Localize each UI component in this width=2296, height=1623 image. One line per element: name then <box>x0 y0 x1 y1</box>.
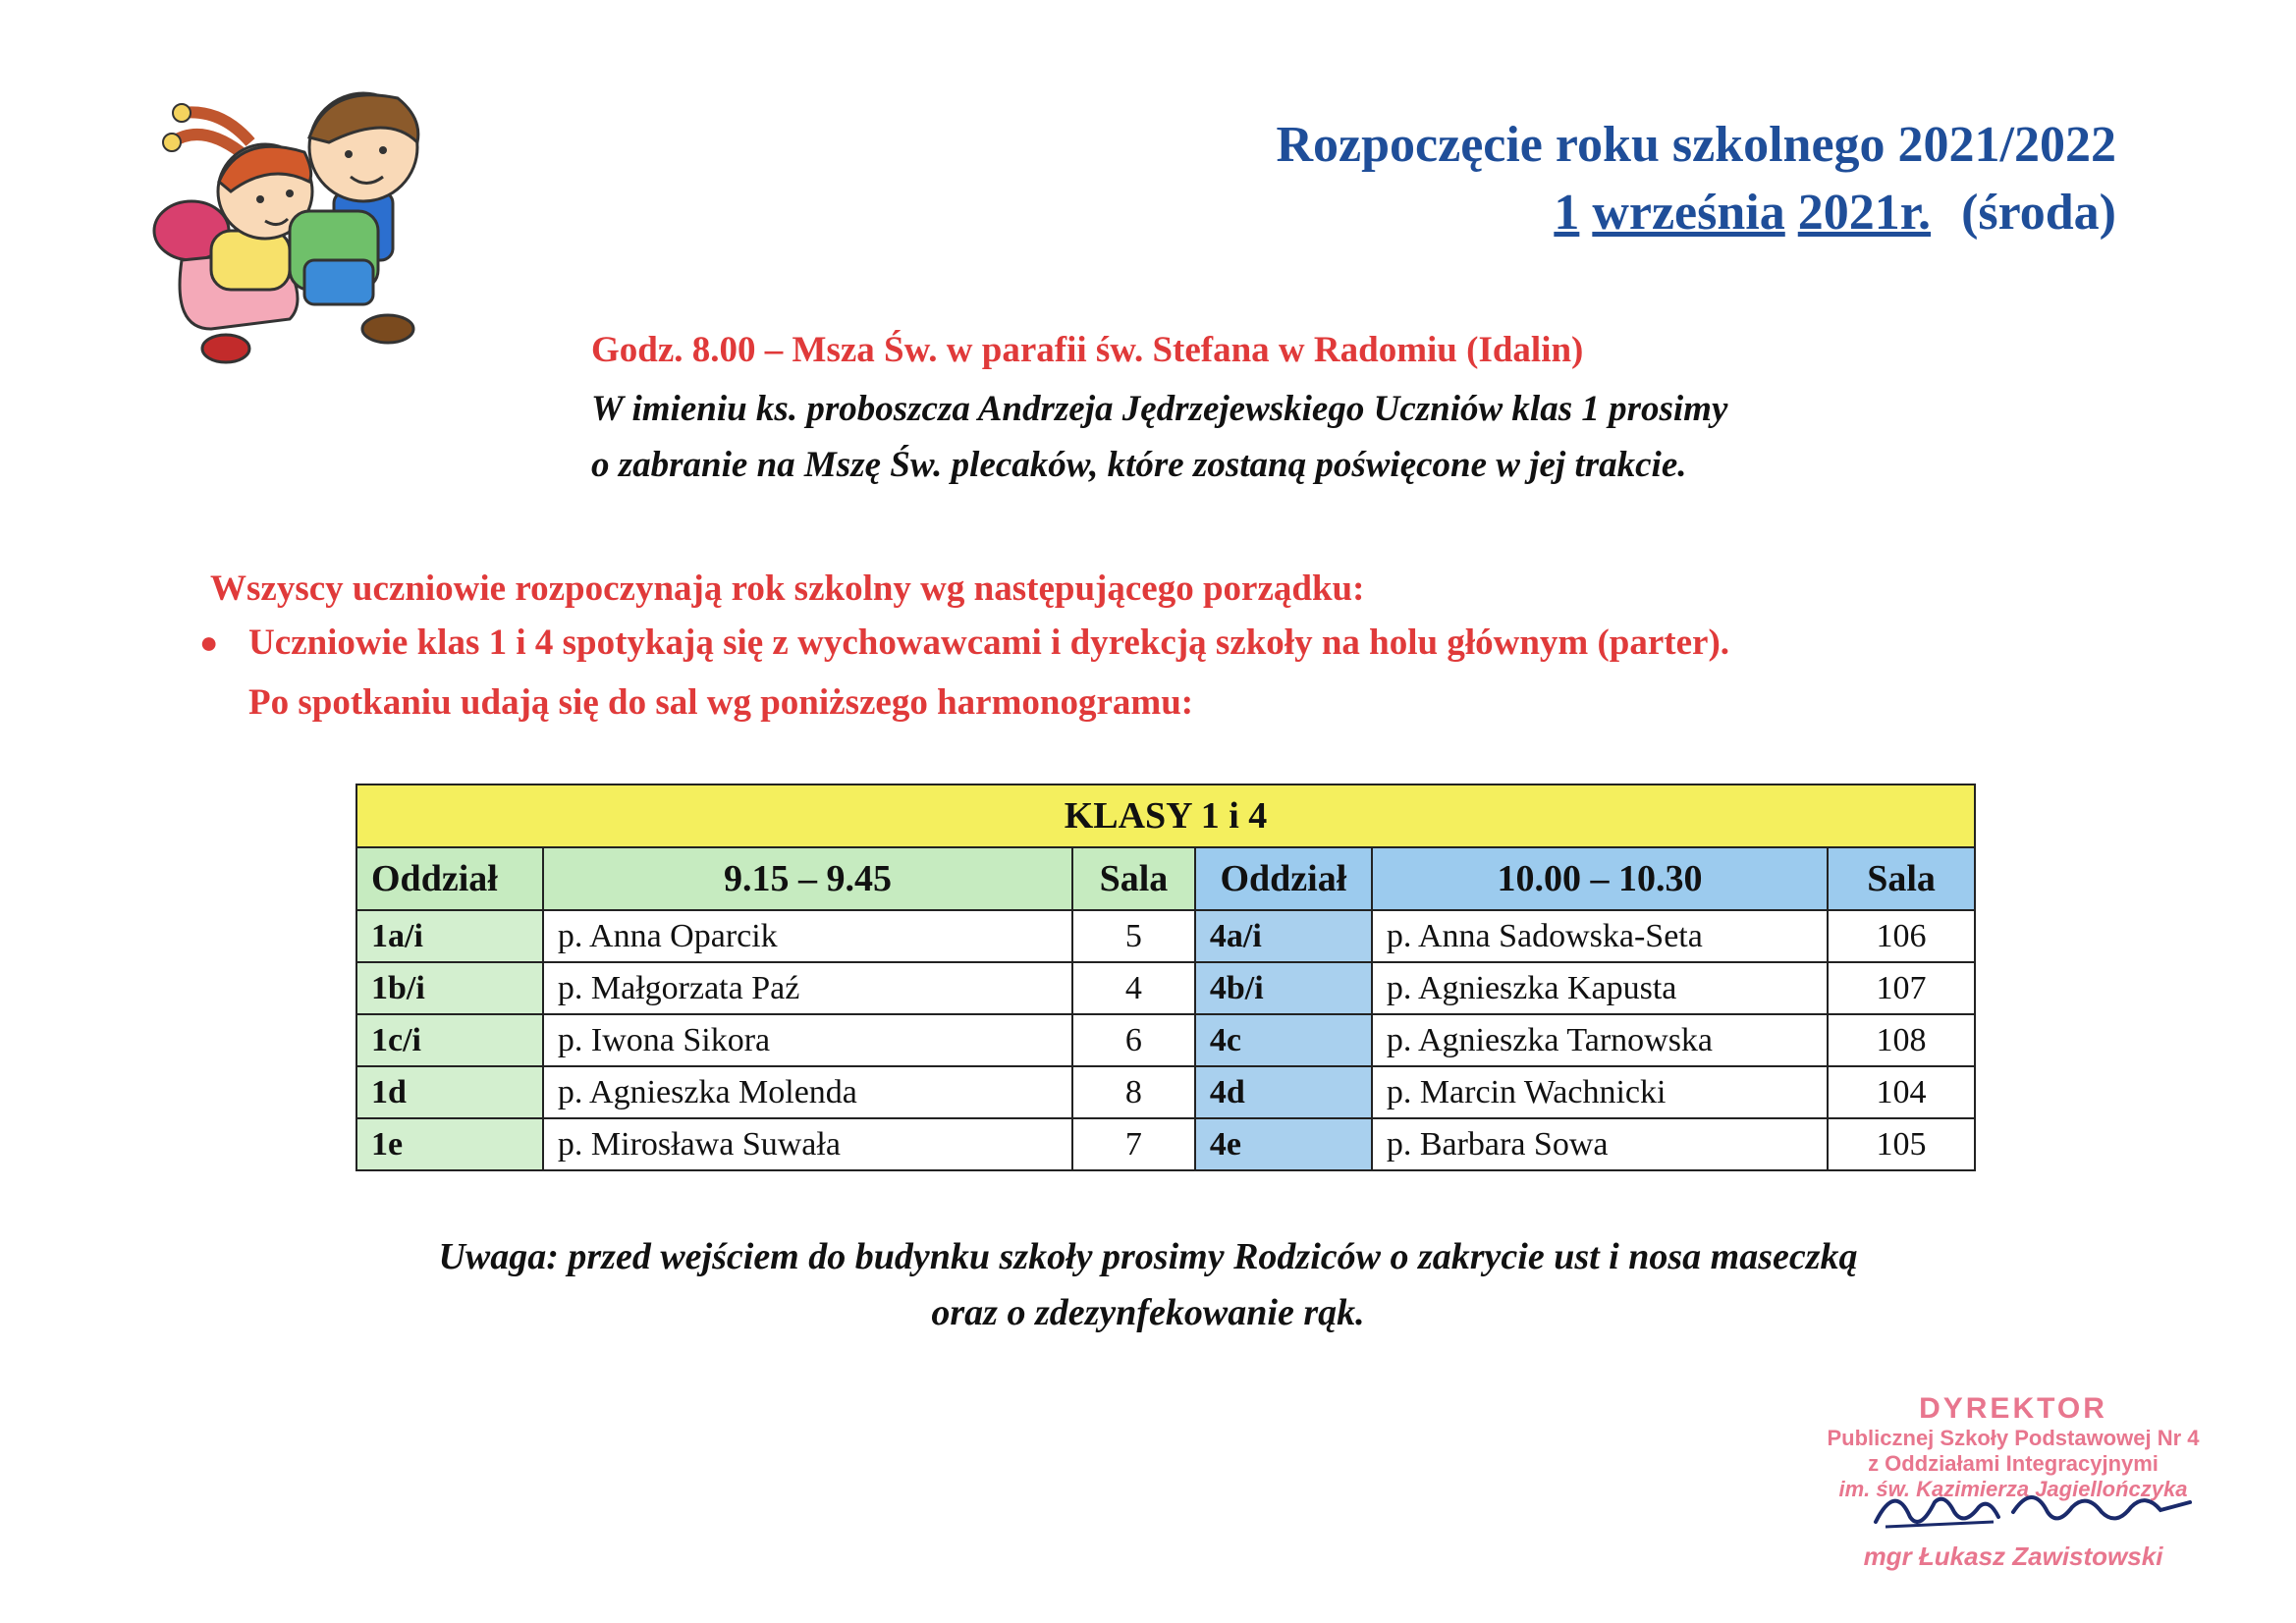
date-year: 2021r. <box>1797 185 1932 241</box>
class-code: 1d <box>356 1066 543 1118</box>
teacher-name: p. Anna Oparcik <box>543 910 1072 962</box>
room-number: 105 <box>1828 1118 1975 1170</box>
teacher-name: p. Iwona Sikora <box>543 1014 1072 1066</box>
table-row <box>356 1118 1975 1170</box>
stamp-name: mgr Łukasz Zawistowski <box>1863 1542 2163 1571</box>
date-day: 1 <box>1554 185 1580 241</box>
table-title: KLASY 1 i 4 <box>356 784 1975 847</box>
table-title-row <box>356 784 1975 847</box>
order-intro: Wszyscy uczniowie rozpoczynają rok szkolny wg następującego porządku: <box>210 568 1365 609</box>
header-time-2: 10.00 – 10.30 <box>1372 847 1828 910</box>
teacher-name: p. Agnieszka Tarnowska <box>1372 1014 1828 1066</box>
header-class-2: Oddział <box>1195 847 1372 910</box>
note-line1: Uwaga: przed wejściem do budynku szkoły prosimy Rodziców o zakrycie ust i nosa maseczką <box>438 1236 1858 1277</box>
room-number: 108 <box>1828 1014 1975 1066</box>
stamp-line1: Publicznej Szkoły Podstawowej Nr 4 <box>1827 1426 2200 1450</box>
header-room-1: Sala <box>1072 847 1195 910</box>
order-bullet-line2: Po spotkaniu udają się do sal wg poniższego harmonogramu: <box>248 682 1194 723</box>
teacher-name: p. Marcin Wachnicki <box>1372 1066 1828 1118</box>
table-row <box>356 1014 1975 1066</box>
mass-note-line1: W imieniu ks. proboszcza Andrzeja Jędrzejewskiego Uczniów klas 1 prosimy <box>591 389 1728 429</box>
table-header-row <box>356 847 1975 910</box>
teacher-name: p. Barbara Sowa <box>1372 1118 1828 1170</box>
date-month: września <box>1592 185 1785 241</box>
table-row <box>356 962 1975 1014</box>
signature <box>1866 1473 2200 1542</box>
children-illustration <box>93 83 506 388</box>
class-code: 1c/i <box>356 1014 543 1066</box>
schedule-table <box>355 784 1976 1171</box>
header-time-1: 9.15 – 9.45 <box>543 847 1072 910</box>
room-number: 107 <box>1828 962 1975 1014</box>
date-weekday: (środa) <box>1961 185 2116 241</box>
class-code: 4a/i <box>1195 910 1372 962</box>
room-number: 104 <box>1828 1066 1975 1118</box>
class-code: 4b/i <box>1195 962 1372 1014</box>
room-number: 5 <box>1072 910 1195 962</box>
class-code: 4d <box>1195 1066 1372 1118</box>
class-code: 1e <box>356 1118 543 1170</box>
table-row <box>356 1066 1975 1118</box>
start-date <box>1120 184 2116 242</box>
room-number: 7 <box>1072 1118 1195 1170</box>
class-code: 4c <box>1195 1014 1372 1066</box>
teacher-name: p. Anna Sadowska-Seta <box>1372 910 1828 962</box>
class-code: 4e <box>1195 1118 1372 1170</box>
stamp-title: DYREKTOR <box>1919 1392 2107 1425</box>
page-title: Rozpoczęcie roku szkolnego 2021/2022 <box>1276 117 2116 173</box>
header-room-2: Sala <box>1828 847 1975 910</box>
order-bullet-line1: Uczniowie klas 1 i 4 spotykają się z wychowawcami i dyrekcją szkoły na holu głównym (parter). <box>248 622 1730 663</box>
header-class-1: Oddział <box>356 847 543 910</box>
note-line2: oraz o zdezynfekowanie rąk. <box>931 1292 1365 1333</box>
room-number: 6 <box>1072 1014 1195 1066</box>
teacher-name: p. Agnieszka Kapusta <box>1372 962 1828 1014</box>
mass-note-line2: o zabranie na Mszę Św. plecaków, które zostaną poświęcone w jej trakcie. <box>591 445 1687 485</box>
mass-time: Godz. 8.00 – Msza Św. w parafii św. Stefana w Radomiu (Idalin) <box>591 330 1584 370</box>
stamp-line2: z Oddziałami Integracyjnymi <box>1868 1451 2159 1476</box>
bullet-icon: ● <box>199 624 219 660</box>
teacher-name: p. Mirosława Suwała <box>543 1118 1072 1170</box>
class-code: 1a/i <box>356 910 543 962</box>
teacher-name: p. Agnieszka Molenda <box>543 1066 1072 1118</box>
class-code: 1b/i <box>356 962 543 1014</box>
stamp-line3: im. św. Kazimierza Jagiellończyka <box>1838 1477 2188 1501</box>
room-number: 4 <box>1072 962 1195 1014</box>
room-number: 8 <box>1072 1066 1195 1118</box>
room-number: 106 <box>1828 910 1975 962</box>
table-row <box>356 910 1975 962</box>
teacher-name: p. Małgorzata Paź <box>543 962 1072 1014</box>
